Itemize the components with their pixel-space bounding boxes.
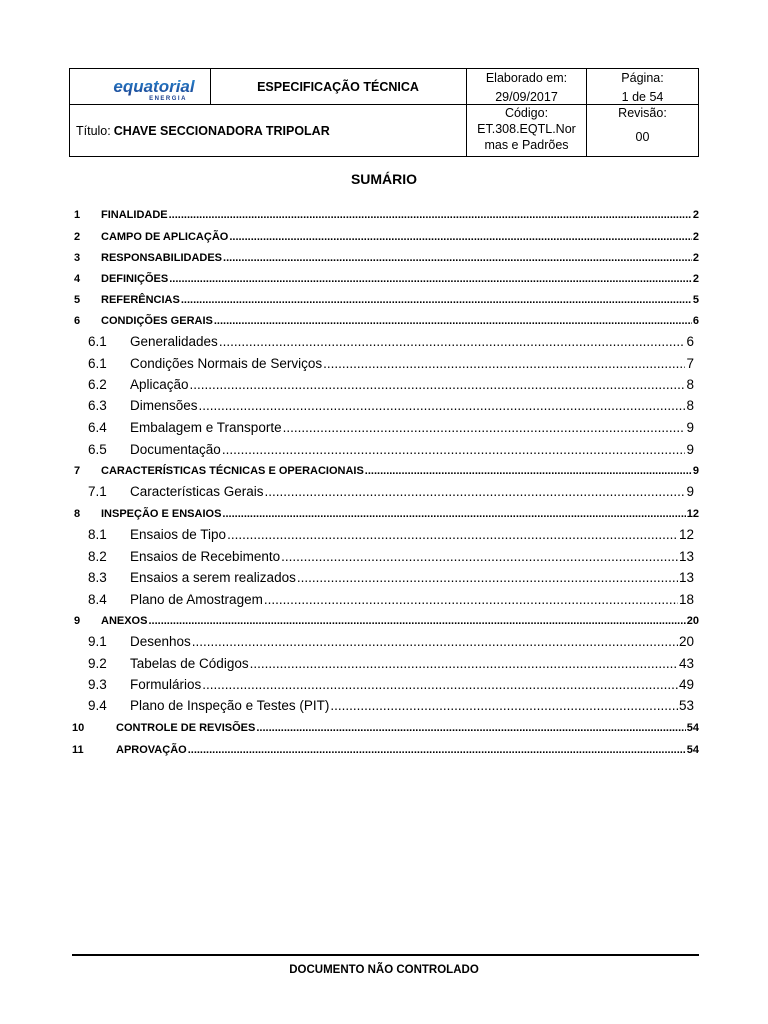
toc-leader-dots bbox=[190, 377, 686, 392]
elaborado-cell bbox=[467, 69, 586, 107]
toc-entry-page: 2 bbox=[692, 252, 699, 264]
toc-entry[interactable] bbox=[0, 720, 768, 740]
logo-text: equatorial bbox=[113, 77, 195, 96]
toc-entry-label: Aplicação bbox=[130, 377, 189, 392]
toc-entry[interactable] bbox=[0, 377, 768, 397]
toc-entry-label: FINALIDADE bbox=[101, 209, 168, 221]
toc-entry-label: APROVAÇÃO bbox=[116, 744, 187, 756]
document-type: ESPECIFICAÇÃO TÉCNICA bbox=[257, 79, 419, 94]
toc-entry[interactable] bbox=[0, 570, 768, 590]
toc-entry-label: Dimensões bbox=[130, 398, 198, 413]
toc-leader-dots bbox=[297, 570, 678, 585]
toc-entry-label: Desenhos bbox=[130, 634, 191, 649]
titulo-cell bbox=[76, 105, 466, 157]
toc-entry[interactable] bbox=[0, 313, 768, 333]
toc-leader-dots bbox=[250, 656, 678, 671]
toc-entry-page: 13 bbox=[678, 549, 694, 564]
toc-entry-page: 5 bbox=[692, 294, 699, 306]
toc-entry[interactable] bbox=[0, 698, 768, 718]
toc-leader-dots bbox=[222, 508, 685, 520]
toc-leader-dots bbox=[229, 231, 692, 243]
toc-entry-page: 54 bbox=[686, 744, 699, 756]
toc-entry-label: CARACTERÍSTICAS TÉCNICAS E OPERACIONAIS bbox=[101, 465, 364, 477]
toc-leader-dots bbox=[219, 334, 686, 349]
toc-entry-label: Plano de Amostragem bbox=[130, 592, 263, 607]
elaborado-value: 29/09/2017 bbox=[495, 90, 558, 104]
toc-entry[interactable] bbox=[0, 549, 768, 569]
pagina-cell bbox=[587, 69, 698, 107]
toc-leader-dots bbox=[330, 698, 678, 713]
toc-entry-number: 9 bbox=[74, 615, 81, 627]
toc-entry-page: 9 bbox=[686, 442, 694, 457]
toc-leader-dots bbox=[202, 677, 678, 692]
toc-entry-label: Condições Normais de Serviços bbox=[130, 356, 323, 371]
equatorial-logo bbox=[98, 77, 210, 101]
toc-entry-number: 9.2 bbox=[88, 656, 107, 671]
toc-entry-page: 6 bbox=[686, 334, 694, 349]
toc-entry-label: Plano de Inspeção e Testes (PIT) bbox=[130, 698, 330, 713]
toc-entry-page: 49 bbox=[678, 677, 694, 692]
toc-leader-dots bbox=[181, 294, 692, 306]
toc-leader-dots bbox=[214, 315, 692, 327]
toc-entry-page: 53 bbox=[678, 698, 694, 713]
toc-leader-dots bbox=[199, 398, 686, 413]
codigo-label: Código: bbox=[504, 106, 549, 120]
toc-entry-number: 6.1 bbox=[88, 334, 107, 349]
toc-entry-page: 12 bbox=[686, 508, 699, 520]
toc-entry-number: 6.2 bbox=[88, 377, 107, 392]
codigo-cell bbox=[467, 105, 586, 153]
toc-entry-label: Generalidades bbox=[130, 334, 218, 349]
toc-leader-dots bbox=[323, 356, 685, 371]
toc-entry-number: 6.4 bbox=[88, 420, 107, 435]
toc-entry-page: 6 bbox=[692, 315, 699, 327]
toc-entry-number: 6 bbox=[74, 315, 81, 327]
toc-entry-label: INSPEÇÃO E ENSAIOS bbox=[101, 508, 222, 520]
toc-entry[interactable] bbox=[0, 420, 768, 440]
toc-entry-number: 11 bbox=[72, 744, 84, 756]
toc-entry-number: 10 bbox=[72, 722, 85, 734]
toc-entry-number: 1 bbox=[74, 209, 81, 221]
logo-subtext: ENERGIA bbox=[149, 96, 187, 101]
toc-leader-dots bbox=[169, 273, 692, 285]
toc-entry-number: 2 bbox=[74, 231, 81, 243]
toc-entry-label: Ensaios de Tipo bbox=[130, 527, 227, 542]
toc-entry[interactable] bbox=[0, 442, 768, 462]
toc-entry-label: Ensaios de Recebimento bbox=[130, 549, 281, 564]
toc-entry-number: 8.1 bbox=[88, 527, 107, 542]
revisao-cell bbox=[587, 105, 698, 146]
pagina-label: Página: bbox=[621, 71, 664, 85]
toc-entry-page: 9 bbox=[692, 465, 699, 477]
toc-entry-page: 13 bbox=[678, 570, 694, 585]
toc-entry-page: 8 bbox=[686, 398, 694, 413]
summary-title: SUMÁRIO bbox=[350, 171, 418, 187]
toc-entry-page: 8 bbox=[686, 377, 694, 392]
toc-entry[interactable] bbox=[0, 271, 768, 291]
toc-entry-label: CAMPO DE APLICAÇÃO bbox=[101, 231, 229, 243]
toc-leader-dots bbox=[192, 634, 678, 649]
toc-leader-dots bbox=[188, 744, 686, 756]
toc-entry[interactable] bbox=[0, 207, 768, 227]
toc-entry[interactable] bbox=[0, 334, 768, 354]
footer-divider bbox=[72, 954, 699, 956]
toc-entry-page: 54 bbox=[686, 722, 699, 734]
toc-leader-dots bbox=[365, 465, 692, 477]
toc-entry[interactable] bbox=[0, 250, 768, 270]
toc-leader-dots bbox=[281, 549, 678, 564]
revisao-label: Revisão: bbox=[618, 106, 667, 120]
toc-entry-number: 7 bbox=[74, 465, 81, 477]
toc-entry-number: 5 bbox=[74, 294, 81, 306]
toc-entry-label: Ensaios a serem realizados bbox=[130, 570, 296, 585]
toc-entry-page: 2 bbox=[692, 273, 699, 285]
toc-entry-number: 9.3 bbox=[88, 677, 107, 692]
toc-entry[interactable] bbox=[0, 634, 768, 654]
toc-entry-label: Embalagem e Transporte bbox=[130, 420, 282, 435]
header-table bbox=[69, 68, 699, 157]
toc-entry-number: 6.3 bbox=[88, 398, 107, 413]
toc-entry-label: ANEXOS bbox=[101, 615, 148, 627]
toc-entry[interactable] bbox=[0, 506, 768, 526]
toc-entry-number: 8 bbox=[74, 508, 81, 520]
toc-entry[interactable] bbox=[0, 398, 768, 418]
footer-text: DOCUMENTO NÃO CONTROLADO bbox=[289, 964, 479, 976]
toc-entry-number: 4 bbox=[74, 273, 81, 285]
toc-entry-page: 9 bbox=[686, 484, 694, 499]
toc-entry-label: CONTROLE DE REVISÕES bbox=[116, 722, 256, 734]
toc-entry-label: DEFINIÇÕES bbox=[101, 273, 169, 285]
toc-entry-page: 20 bbox=[678, 634, 694, 649]
pagina-value: 1 de 54 bbox=[621, 90, 664, 104]
toc-entry-number: 6.5 bbox=[88, 442, 107, 457]
toc-entry-label: REFERÊNCIAS bbox=[101, 294, 180, 306]
toc-leader-dots bbox=[222, 442, 686, 457]
toc-entry-label: RESPONSABILIDADES bbox=[101, 252, 223, 264]
toc-entry[interactable] bbox=[0, 656, 768, 676]
codigo-line2: mas e Padrões bbox=[484, 138, 569, 152]
codigo-line1: ET.308.EQTL.Nor bbox=[477, 122, 576, 136]
toc-entry[interactable] bbox=[0, 677, 768, 697]
elaborado-label: Elaborado em: bbox=[485, 71, 568, 85]
toc-leader-dots bbox=[169, 209, 692, 221]
toc-entry-number: 9.1 bbox=[88, 634, 107, 649]
toc-entry[interactable] bbox=[0, 229, 768, 249]
toc-entry-number: 8.4 bbox=[88, 592, 107, 607]
toc-entry-number: 9.4 bbox=[88, 698, 107, 713]
toc-entry-page: 18 bbox=[678, 592, 694, 607]
toc-entry[interactable] bbox=[0, 613, 768, 633]
toc-entry-number: 3 bbox=[74, 252, 81, 264]
toc-entry[interactable] bbox=[0, 292, 768, 312]
toc-entry-number: 6.1 bbox=[88, 356, 107, 371]
toc-leader-dots bbox=[265, 484, 686, 499]
toc-entry-number: 8.3 bbox=[88, 570, 107, 585]
toc-leader-dots bbox=[283, 420, 686, 435]
toc-entry-page: 2 bbox=[692, 209, 699, 221]
revisao-value: 00 bbox=[635, 130, 650, 144]
toc-entry[interactable] bbox=[0, 463, 768, 483]
toc-entry[interactable] bbox=[0, 742, 768, 762]
titulo-value: CHAVE SECCIONADORA TRIPOLAR bbox=[113, 124, 330, 138]
toc-entry-page: 9 bbox=[686, 420, 694, 435]
toc-entry-label: CONDIÇÕES GERAIS bbox=[101, 315, 213, 327]
toc-leader-dots bbox=[148, 615, 685, 627]
toc-entry-label: Tabelas de Códigos bbox=[130, 656, 249, 671]
toc-entry-number: 8.2 bbox=[88, 549, 107, 564]
toc-entry-label: Características Gerais bbox=[130, 484, 264, 499]
toc-entry-page: 43 bbox=[678, 656, 694, 671]
toc-entry[interactable] bbox=[0, 592, 768, 612]
titulo-label: Título: bbox=[76, 124, 111, 138]
toc-entry[interactable] bbox=[0, 527, 768, 547]
toc-entry[interactable] bbox=[0, 356, 768, 376]
toc-leader-dots bbox=[227, 527, 678, 542]
toc-entry-page: 12 bbox=[678, 527, 694, 542]
toc-entry-page: 7 bbox=[686, 356, 694, 371]
toc-leader-dots bbox=[223, 252, 692, 264]
toc-leader-dots bbox=[264, 592, 678, 607]
toc-entry-label: Formulários bbox=[130, 677, 202, 692]
toc-entry-page: 20 bbox=[686, 615, 699, 627]
toc-entry-label: Documentação bbox=[130, 442, 221, 457]
toc-entry-number: 7.1 bbox=[88, 484, 107, 499]
toc-leader-dots bbox=[256, 722, 685, 734]
toc-entry-page: 2 bbox=[692, 231, 699, 243]
toc-entry[interactable] bbox=[0, 484, 768, 504]
